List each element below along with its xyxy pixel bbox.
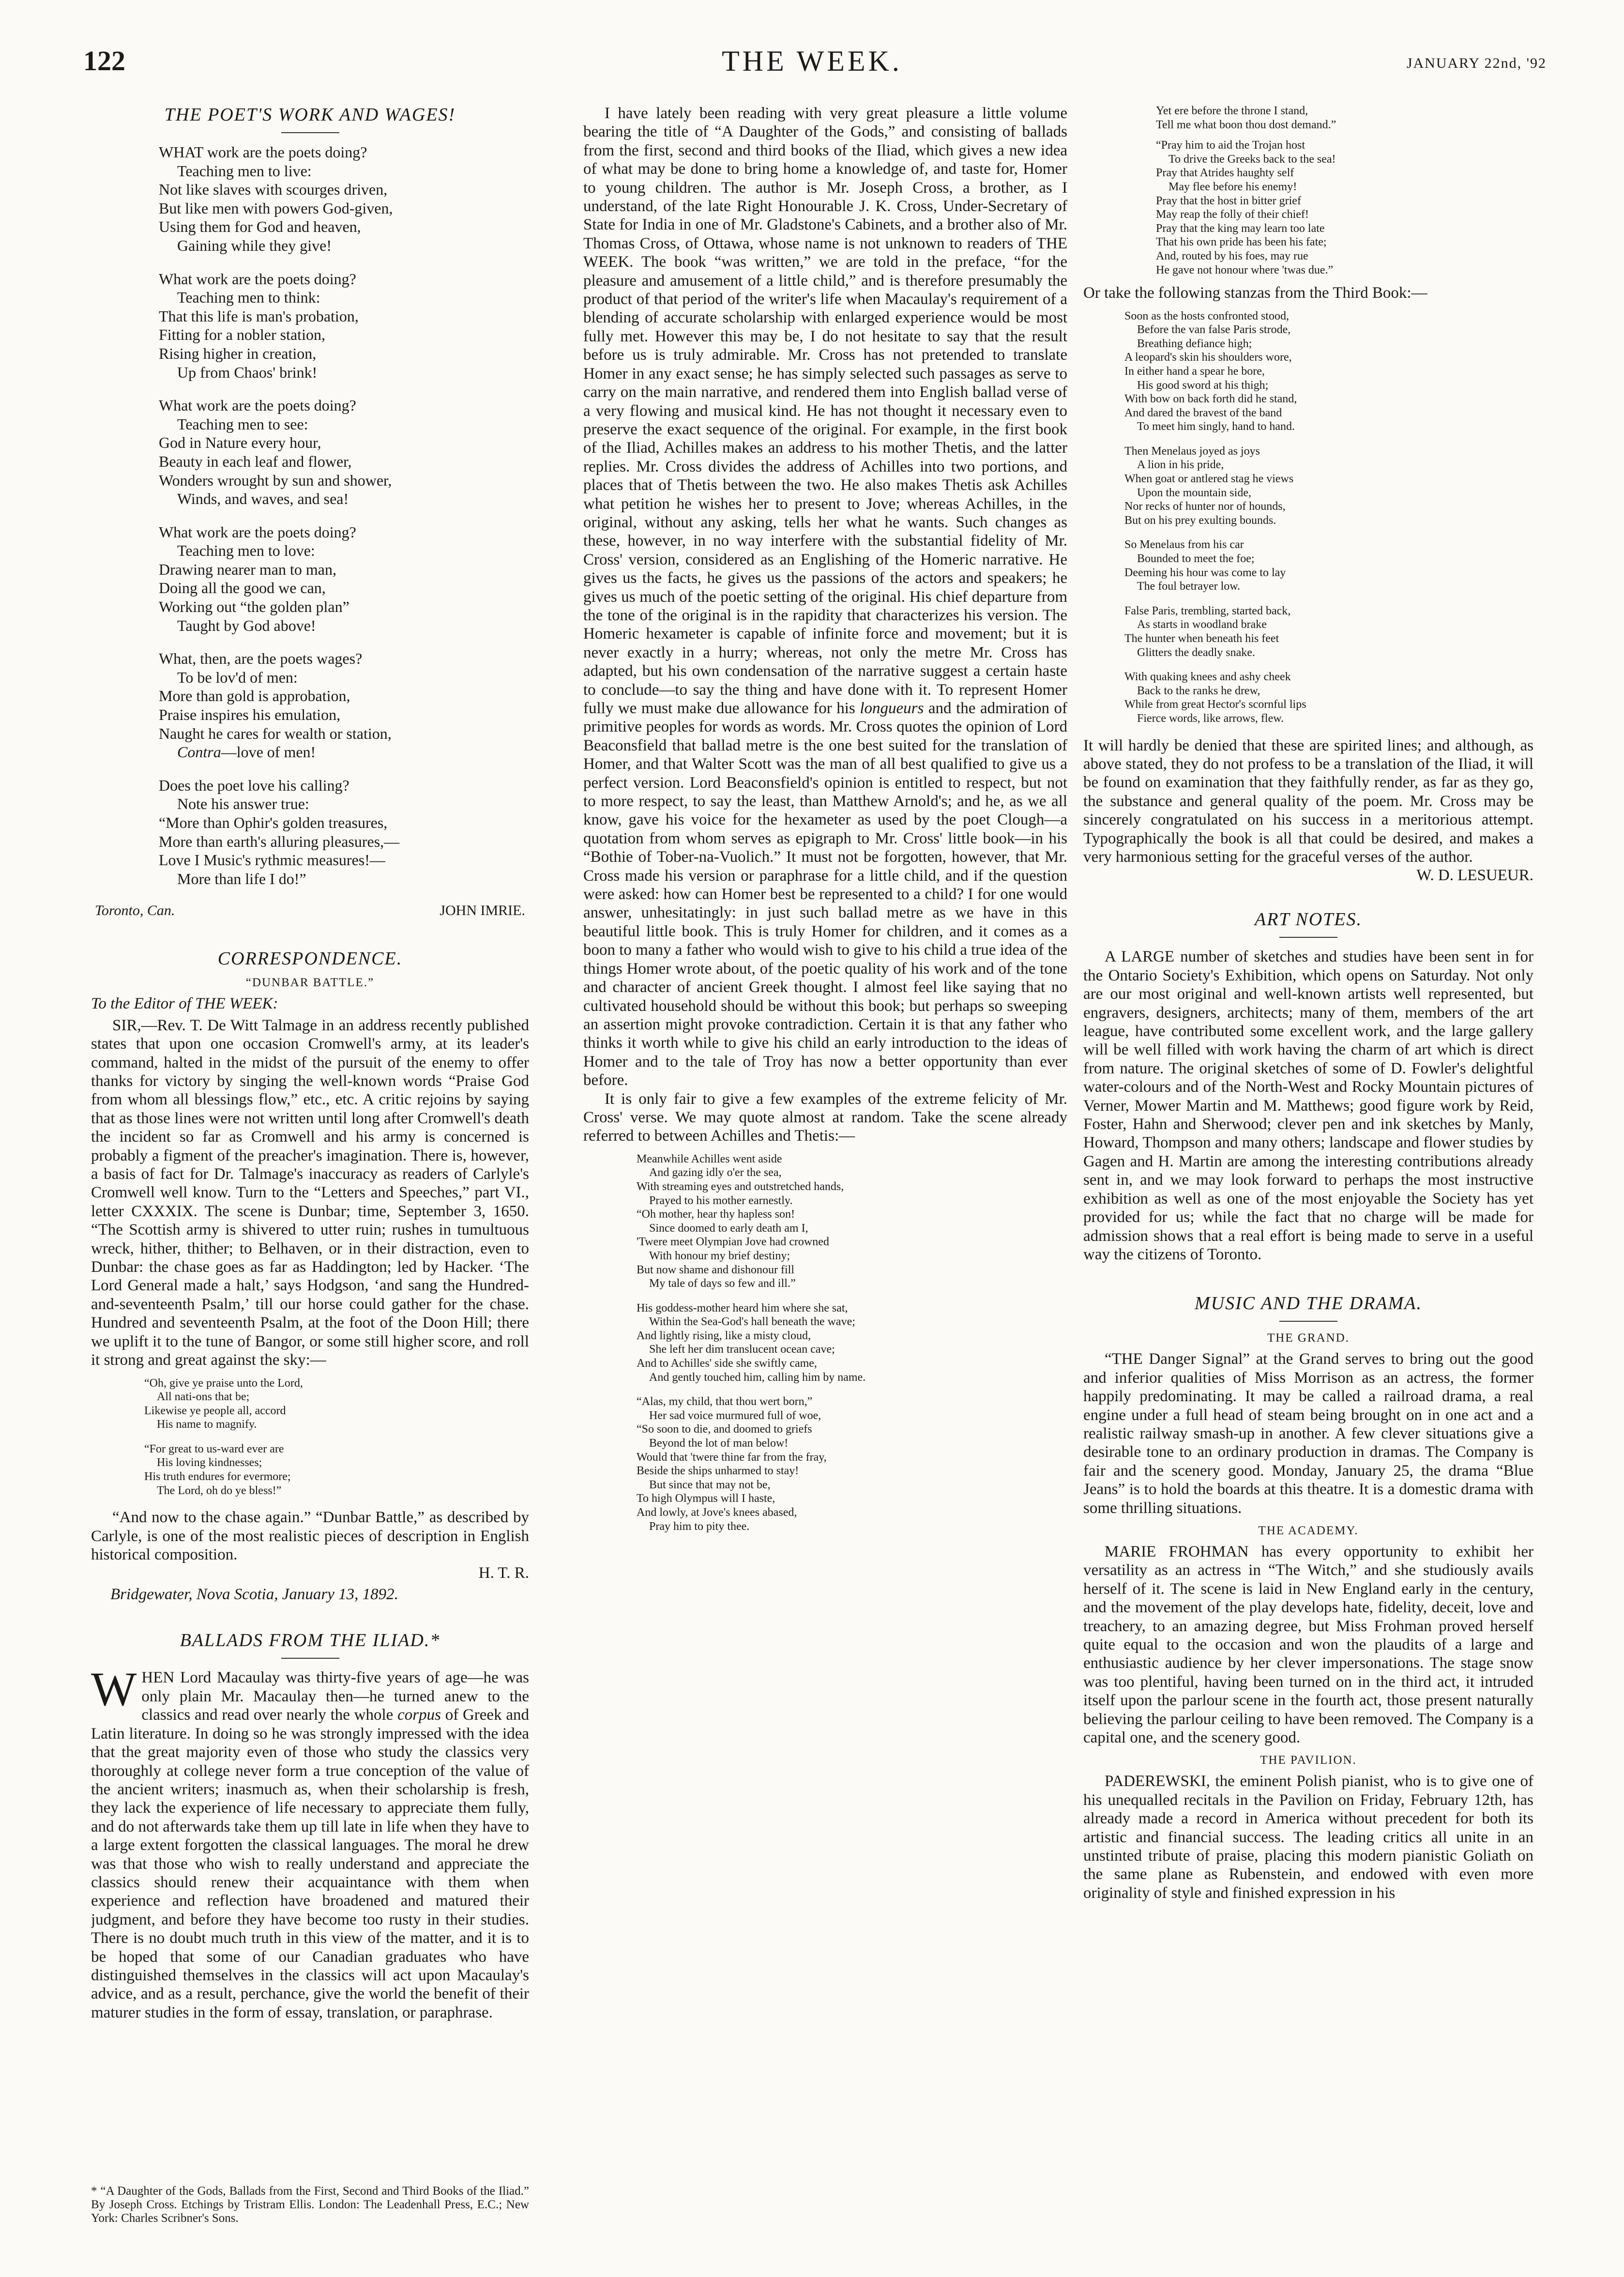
verse-line: Taught by God above! (177, 616, 316, 634)
newspaper-title: THE WEEK. (722, 45, 902, 77)
ballads-paragraph: It will hardly be denied that these are spirited lines; and although, as above stated, they do not profess to be a translation of the Iliad, it will be found on examination that they faithfully render, as far as they go, the substance and general quality of the poem. Mr. Cross may be sincerely congratulated on his success in a meritorious attempt. Typographically the book is all that could be desired, and makes a very harmonious setting for the graceful verses of the author. (1083, 736, 1533, 866)
ballads-paragraph: I have lately been reading with very great pleasure a little volume bearing the title of “A Daughter of the Gods,” and consisting of ballads from the first, second and third books of the Iliad, which gives a new idea of what may be done to bring home a knowledge of, and taste for, Homer to young children. The author is Mr. Joseph Cross, a brother, as I understand, of the late Right Honourable J. K. Cross, Under-Secretary of State for India in one of Mr. Gladstone's Cabinets, and a brother also of Mr. Thomas Cross, of Ottawa, whose name is not unknown to readers of THE WEEK. The book “was written,” we are told in the preface, “for the pleasure and amusement of a little child,” and is therefore presumably the product of that period of the writer's life when Macaulay's requirement of a blending of accurate scholarship with enlarged experience would be most fully met. However this may be, I do not hesitate to say that the result before us is truly admirable. Mr. Cross has not pretended to translate Homer in any exact sense; he has simply selected such passages as serve to carry on the main narrative, and rendered them into English ballad verse of a very flowing and musical kind. He has not thought it necessary even to preserve the exact sequence of the original. For example, in the first book of the Iliad, Achilles makes an address to his mother Thetis, and the latter replies. Mr. Cross divides the address of Achilles into two portions, and places that of Thetis between the two. He also makes Thetis ask Achilles what petition he wishes her to present to Jove; whereas Achilles, in the original, without any asking, tells her what he wants. Such changes as these, however, in no way interfere with the substantial fidelity of Mr. Cross' version, considered as an Englishing of the Homeric narrative. He gives us the facts, he gives us the passions of the actors and speakers; he gives us much of the poetic setting of the original. His chief departure from the tone of the original is in the rapidity that characterizes his version. The Homeric hexameter is capable of infinite force and movement; but it is never exactly in a hurry; whereas, not only the metre Mr. Cross has adapted, but his own condensation of the narrative suggest a certain haste to conclude—to say the thing and have done with it. To represent Homer fully we must make due allowance for his longueurs and the admiration of primitive peoples for words as words. Mr. Cross quotes the opinion of Lord Beaconsfield that ballad metre is the one best suited for the translation of Homer, and that Walter Scott was the man of all best qualified to give us a perfect version. Lord Beaconsfield's opinion is entitled to respect, but not to more respect, to say the least, than Matthew Arnold's; and he, as we all know, gave his voice for the hexameter as used by the poet Clough—a quotation from whom serves as epigraph to Mr. Cross' little book—in his “Bothie of Tober-na-Vuolich.” It must not be forgotten, however, that Mr. Cross made his version or paraphrase for a little child, and if the question were asked: how can Homer best be represented to a child? I for one would answer, unhesitatingly: in just such ballad metre as we have in this beautiful little book. This is truly Homer for children, and it comes as a boon to many a father who would wish to give to his child a true idea of the things Homer wrote about, of the poetic quality of his work and of the tone and character of ancient Greek thought. I almost feel like saying that no cultivated household should be without this book; but perhaps so sweeping an assertion might provoke contradiction. Certain it is that any father who thinks it worth while to give his child an early introduction to the ideas of Homer and to the tale of Troy has now a better opportunity than ever before. (583, 105, 1067, 1089)
verse-line: To be lov'd of men: (177, 668, 298, 686)
verse-line: Nor recks of hunter nor of hounds, (1124, 500, 1286, 513)
verse-line: Beyond the lot of man below! (649, 1437, 789, 1450)
column-2 (583, 104, 1067, 2254)
divider (281, 132, 339, 133)
verse-line: With bow on back forth did he stand, (1124, 393, 1297, 406)
verse-line: His goddess-mother heard him where she sat, (637, 1301, 848, 1314)
issue-date: JANUARY 22nd, '92 (1406, 55, 1547, 71)
verse-line: “Pray him to aid the Trojan host (1156, 139, 1305, 152)
verse-line: Teaching men to see: (177, 415, 308, 433)
verse-line: Up from Chaos' brink! (177, 363, 318, 381)
verse-line: His loving kindnesses; (157, 1456, 262, 1469)
verse-line: What work are the poets doing? (159, 523, 356, 541)
verse-line: As starts in woodland brake (1137, 618, 1267, 631)
verse-line: But now shame and dishonour fill (637, 1263, 794, 1276)
verse-line: To high Olympus will I haste, (637, 1492, 775, 1505)
column-3 (1083, 104, 1533, 2254)
verse-line: Teaching men to think: (177, 289, 320, 306)
pavilion-paragraph: PADEREWSKI, the eminent Polish pianist, who is to give one of his unequalled recitals in the Pavilion on Friday, February 12th, has already made a record in America without precedent for both its artistic and financial success. The leading critics all unite in an unstinted tribute of praise, placing this modern pianistic Goliath on the same plane as Rubenstein, and endowed with even more originality of style and finished expression in his (1083, 1773, 1533, 1902)
verse-line: Pray him to pity thee. (649, 1520, 750, 1533)
stanza (1124, 309, 1533, 434)
poem-title: THE POET'S WORK AND WAGES! (164, 105, 456, 125)
verse-line: My tale of days so few and ill.” (649, 1277, 796, 1290)
poem-signature (91, 902, 529, 919)
stanza (144, 1376, 529, 1432)
art-notes-title: ART NOTES. (1254, 909, 1362, 930)
verse-line: “For great to us-ward ever are (144, 1442, 284, 1455)
verse-line: Working out “the golden plan” (159, 598, 349, 616)
stanza (159, 649, 529, 762)
drop-cap: W (91, 1662, 137, 1716)
verse-line: Bounded to meet the foe; (1137, 552, 1255, 565)
verse-line: Winds, and waves, and sea! (177, 490, 349, 508)
verse-line: With honour my brief destiny; (649, 1249, 790, 1262)
verse-line: Gaining while they give! (177, 236, 332, 254)
verse-line: Upon the mountain side, (1137, 486, 1251, 499)
verse-line: Teaching men to live: (177, 162, 312, 180)
verse-line: More than life I do!” (177, 870, 306, 887)
divider (1279, 1321, 1337, 1322)
correspondence-signature: H. T. R. (478, 1564, 529, 1582)
verse-line: With quaking knees and ashy cheek (1124, 671, 1291, 684)
correspondence-paragraph: “And now to the chase again.” “Dunbar Battle,” as described by Carlyle, is one of the most realistic pieces of description in English historical composition. (91, 1509, 529, 1564)
verse-line: His good sword at his thigh; (1137, 379, 1269, 392)
verse-line: The foul betrayer low. (1137, 580, 1241, 593)
verse-line: Drawing nearer man to man, (159, 560, 336, 578)
verse-line: And gently touched him, calling him by name. (649, 1371, 866, 1384)
verse-line: Teaching men to love: (177, 542, 315, 560)
verse-line: Doing all the good we can, (159, 579, 326, 597)
music-drama-title: MUSIC AND THE DRAMA. (1195, 1293, 1422, 1314)
verse-line: Pray that Atrides haughty self (1156, 167, 1294, 180)
verse-line: “Oh, give ye praise unto the Lord, (144, 1376, 303, 1390)
verse-line: Not like slaves with scourges driven, (159, 181, 388, 199)
verse-line: Wonders wrought by sun and shower, (159, 471, 392, 489)
stanza (144, 1442, 529, 1498)
academy-paragraph: MARIE FROHMAN has every opportunity to exhibit her versatility as an actress in “The Witch,” and she studiously avails herself of it. The scene is laid in New England early in the century, and the movement of the play develops hate, fidelity, deceit, love and treachery, to an amazing degree, but Miss Frohman proved herself quite equal to the occasion and won the plaudits of a large and enthusiastic audience by her clever impersonations. The stage snow was too plentiful, having been turned on in the third act, it intruded itself upon the parlour scene in the fourth act, those present naturally believing the parlour ceiling to have been removed. The Company is a capital one, and the scenery good. (1083, 1543, 1533, 1747)
verse-line: And, routed by his foes, may rue (1156, 249, 1308, 262)
verse-line: What, then, are the poets wages? (159, 650, 363, 668)
verse-line: To drive the Greeks back to the sea! (1169, 153, 1336, 166)
verse-line: His name to magnify. (157, 1418, 257, 1431)
verse-line: His truth endures for evermore; (144, 1470, 291, 1483)
verse-line: Naught he cares for wealth or station, (159, 724, 392, 742)
psalm-verse (91, 1376, 529, 1498)
verse-line: But like men with powers God-given, (159, 199, 393, 217)
verse-line: “Alas, my child, that thou wert born,” (637, 1395, 813, 1408)
section-head-grand: THE GRAND. (1267, 1331, 1350, 1345)
verse-line: Does the poet love his calling? (159, 776, 349, 794)
footnote: * “A Daughter of the Gods, Ballads from the First, Second and Third Books of the Iliad.” By Joseph Cross. Etchings by Tristram Ellis. London: The Leadenhall Press, E.C.; New York: Charles Scribner's Sons. (91, 2185, 529, 2225)
verse-line: May flee before his enemy! (1169, 180, 1297, 193)
iliad-verse (1083, 104, 1533, 132)
stanza (159, 396, 529, 508)
masthead (73, 45, 1551, 88)
stanza (1124, 444, 1533, 528)
divider (281, 1658, 339, 1659)
verse-line: More than gold is approbation, (159, 687, 350, 705)
iliad-verse (1083, 309, 1533, 726)
stanza (159, 143, 529, 255)
verse-line: May reap the folly of their chief! (1156, 208, 1309, 221)
verse-line: All nati-ons that be; (157, 1391, 250, 1404)
verse-line: And lightly rising, like a misty cloud, (637, 1329, 811, 1342)
verse-line: To meet him singly, hand to hand. (1137, 420, 1295, 433)
verse-line: Beside the ships unharmed to stay! (637, 1465, 799, 1478)
verse-line: The hunter when beneath his feet (1124, 632, 1279, 645)
verse-line: But since that may not be, (649, 1478, 771, 1491)
stanza (637, 1301, 1067, 1385)
ballads-signature: W. D. LESUEUR. (1416, 867, 1533, 885)
verse-line: Within the Sea-God's hall beneath the wave; (649, 1315, 855, 1329)
verse-line: Contra—love of men! (177, 743, 316, 761)
verse-line: What work are the poets doing? (159, 270, 356, 288)
ballads-intro (91, 1662, 529, 2022)
correspondence-title: CORRESPONDENCE. (217, 948, 403, 969)
stanza (159, 270, 529, 382)
verse-line: Soon as the hosts confronted stood, (1124, 309, 1289, 322)
salutation: To the Editor of THE WEEK: (91, 995, 278, 1013)
verse-line: God in Nature every hour, (159, 434, 321, 452)
verse-line: Yet ere before the throne I stand, (1156, 105, 1308, 117)
verse-line: Before the van false Paris strode, (1137, 323, 1291, 336)
correspondence-subtitle: “DUNBAR BATTLE.” (245, 976, 375, 990)
stanza (1124, 604, 1533, 659)
verse-line: The Lord, oh do ye bless!” (157, 1484, 282, 1497)
stanza (637, 1395, 1067, 1533)
verse-line: Then Menelaus joyed as joys (1124, 444, 1260, 458)
verse-line: False Paris, trembling, started back, (1124, 604, 1291, 617)
stanza (1124, 538, 1533, 593)
stanza (159, 776, 529, 888)
verse-line: So Menelaus from his car (1124, 538, 1244, 551)
verse-line: 'Twere meet Olympian Jove had crowned (637, 1236, 829, 1249)
verse-line: Since doomed to early death am I, (649, 1222, 808, 1235)
stanza (637, 1152, 1067, 1291)
verse-line: Praise inspires his emulation, (159, 706, 341, 724)
verse-line: When goat or antlered stag he views (1124, 473, 1294, 486)
grand-paragraph: “THE Danger Signal” at the Grand serves to bring out the good and inferior qualities of Miss Morrison as an actress, the former happily predominating. It may be called a railroad drama, a real engine under a full head of steam being brought on in one act and a realistic railway smash-up in another. A few clever situations give a desirable tone to an ordinary production in dramas. The Company is fair and the scenery good. Monday, January 25, the drama “Blue Jeans” is to hold the boards at this theatre. It is a domestic drama with some thrilling situations. (1083, 1350, 1533, 1517)
ballads-paragraph: It is only fair to give a few examples of the extreme felicity of Mr. Cross' verse. We may quote almost at random. Take the scene already referred to between Achilles and Thetis:— (583, 1090, 1067, 1145)
verse-line: And dared the bravest of the band (1124, 406, 1282, 419)
verse-line: Likewise ye people all, accord (144, 1404, 286, 1417)
verse-line: And lowly, at Jove's knees abased, (637, 1506, 797, 1519)
verse-line: Prayed to his mother earnestly. (649, 1194, 793, 1207)
column-1 (91, 104, 529, 2254)
verse-line: What work are the poets doing? (159, 397, 356, 414)
verse-line: She left her dim translucent ocean cave; (649, 1343, 835, 1356)
verse-line: Fierce words, like arrows, flew. (1137, 712, 1284, 725)
verse-line: Meanwhile Achilles went aside (637, 1152, 782, 1165)
page-number: 122 (83, 45, 125, 76)
verse-line: Fitting for a nobler station, (159, 326, 325, 344)
art-notes-paragraph: A LARGE number of sketches and studies have been sent in for the Ontario Society's Exhibition, which opens on Saturday. Not only are our most original and well-known artists well represented, but engravers, designers, architects; many of them, members of the art league, have contributed some excellent work, and the large gallery will be well filled with work having the charm of art which is direct from nature. The original sketches of some of D. Fowler's delightful water-colours and of the North-West and Rocky Mountain pictures of Verner, Mower Martin and M. Matthews; good figure work by Reid, Foster, Hahn and Sherwood; clever pen and ink sketches by Manly, Howard, Thompson and many others; landscape and flower studies by Gagen and H. Martin are among the interesting contributions already sent in, and we may look forward to perhaps the most instructive exhibition as well as one of the most enjoyable the Society has yet provided for us; while the fact that no charge will be made for admission shows that a real effort is being made to serve in a useful way the citizens of Toronto. (1083, 948, 1533, 1263)
verse-line: And to Achilles' side she swiftly came, (637, 1357, 817, 1370)
verse-line: Back to the ranks he drew, (1137, 684, 1260, 697)
verse-line: Tell me what boon thou dost demand.” (1156, 118, 1336, 131)
stanza (159, 523, 529, 635)
verse-line: A lion in his pride, (1137, 458, 1224, 472)
section-head-academy: THE ACADEMY. (1258, 1524, 1359, 1537)
verse-line: Using them for God and heaven, (159, 218, 361, 236)
verse-line: Love I Music's rythmic measures!— (159, 851, 385, 869)
verse-line: While from great Hector's scornful lips (1124, 698, 1306, 711)
verse-line: Breathing defiance high; (1137, 337, 1252, 350)
verse-line: Beauty in each leaf and flower, (159, 452, 352, 470)
correspondence-paragraph: SIR,—Rev. T. De Witt Talmage in an address recently published states that upon one occasion Cromwell's army, at its leader's command, halted in the midst of the pursuit of the enemy to offer thanks for victory by singing the well-known words “Praise God from whom all blessings flow,” etc., etc. A critic rejoins by saying that as those lines were not written until long after Cromwell's death the incident so far as Cromwell and his army is concerned is probably a figment of the preacher's imagination. There is, however, a basis of fact for Dr. Talmage's inaccuracy as readers of Carlyle's Cromwell well know. Turn to the “Letters and Speeches,” part VI., letter CXXXIX. The scene is Dunbar; time, September 3, 1650. “The Scottish army is shivered to utter ruin; rushes in tumultuous wreck, hither, thither; to Belhaven, or in their distraction, even to Dunbar: the chase goes as far as Haddington; led by Hacker. ‘The Lord General made a halt,’ says Hodgson, ‘and sang the Hundred-and-seventeenth Psalm,’ till our horse could gather for the chase. Hundred and seventeenth Psalm, at the foot of the Doon Hill; there we uplift it to the tune of Bangor, or some still higher score, and roll it strong and great against the sky:— (91, 1016, 529, 1369)
verse-line: Deeming his hour was come to lay (1124, 566, 1286, 579)
verse-line: Glitters the deadly snake. (1137, 646, 1255, 659)
verse-line: “More than Ophir's golden treasures, (159, 814, 388, 831)
verse-line: That this life is man's probation, (159, 307, 359, 325)
verse-line: With streaming eyes and outstretched hands, (637, 1180, 844, 1193)
ballads-title: BALLADS FROM THE ILIAD.* (180, 1630, 440, 1651)
iliad-verse (1083, 138, 1533, 277)
poem-body (91, 143, 529, 888)
verse-line: He gave not honour where 'twas due.” (1156, 263, 1334, 276)
verse-line: Pray that the host in bitter grief (1156, 194, 1301, 207)
verse-line: More than earth's alluring pleasures,— (159, 832, 400, 850)
verse-line: But on his prey exulting bounds. (1124, 514, 1276, 527)
verse-line: Would that 'twere thine far from the fray, (637, 1451, 827, 1464)
iliad-verse (583, 1152, 1067, 1533)
verse-line: In either hand a spear he bore, (1124, 365, 1265, 378)
verse-line: Pray that the king may learn too late (1156, 222, 1325, 235)
section-head-pavilion: THE PAVILION. (1260, 1754, 1357, 1767)
verse-line: WHAT work are the poets doing? (159, 143, 367, 161)
verse-line: Her sad voice murmured full of woe, (649, 1409, 821, 1422)
stanza (1124, 670, 1533, 725)
correspondence-place: Bridgewater, Nova Scotia, January 13, 1892. (110, 1586, 398, 1604)
ballads-paragraph: HEN Lord Macaulay was thirty-five years of age—he was only plain Mr. Macaulay then—he turned anew to the classics and read over nearly the whole corpus of Greek and Latin literature. In doing so he was strongly impressed with the idea that the great majority even of those who study the classics very thoroughly at college never form a true conception of the value of the ancient writers; inasmuch as, when their scholarship is fresh, they lack the experience of life necessary to appreciate them fully, and do not afterwards take them up till late in life when they have to a large extent forgotten the classical languages. The moral he drew was that those who wish to really understand and appreciate the classics should renew their acquaintance with them when experience and reflection have broadened and matured their judgment, and before they have become too rusty in their studies. There is no doubt much truth in this view of the matter, and it is to be hoped that some of our Canadian graduates who have distinguished themselves in the classics will act upon Macaulay's advice, and as a result, perchance, give the world the benefit of their maturer studies in the form of essay, translation, or paraphrase. (91, 1669, 529, 2021)
verse-line: A leopard's skin his shoulders wore, (1124, 351, 1292, 364)
verse-line: That his own pride has been his fate; (1156, 236, 1327, 249)
poem-place: Toronto, Can. (95, 902, 175, 919)
poem-author: JOHN IMRIE. (440, 902, 525, 919)
verse-line: Rising higher in creation, (159, 344, 317, 362)
ballads-paragraph: Or take the following stanzas from the Third Book:— (1083, 284, 1427, 302)
verse-line: “Oh mother, hear thy hapless son! (637, 1208, 795, 1221)
verse-line: Note his answer true: (177, 795, 309, 813)
verse-line: And gazing idly o'er the sea, (649, 1166, 782, 1179)
verse-line: “So soon to die, and doomed to griefs (637, 1423, 812, 1436)
divider (1279, 937, 1337, 938)
